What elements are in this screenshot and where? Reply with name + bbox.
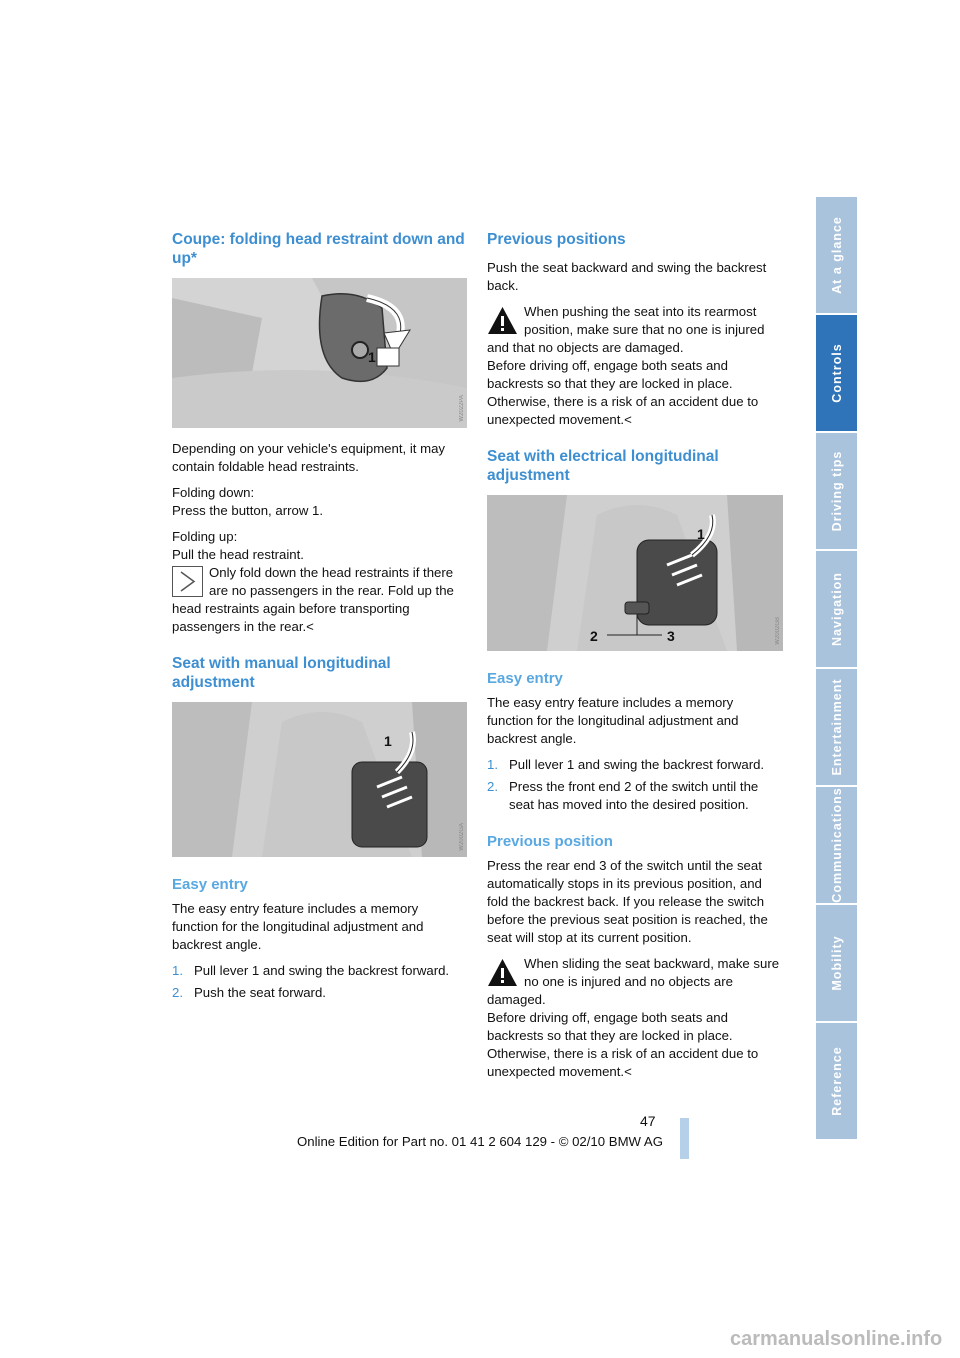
footer-text: Online Edition for Part no. 01 41 2 604 129 - © 02/10 BMW AG: [297, 1134, 663, 1149]
warning-sliding: When sliding the seat backward, make sure no one is injured and no objects are damaged. Before driving off, engage both seats and backrests so that they are locked in place. Otherwise, there is a risk of an accident due to unexpected movement.<: [487, 956, 780, 1079]
heading-easy-entry-left: Easy entry: [172, 876, 248, 893]
tab-controls[interactable]: Controls: [816, 315, 857, 433]
svg-text:1: 1: [368, 349, 376, 365]
warning-rearmost: When pushing the seat into its rearmost position, make sure that no one is injured and that no objects are damaged. Before driving off, engage both seats and backrests so that they are locked in place. Otherwise, there is a risk of an accident due to unexpected movement.<: [487, 304, 765, 427]
right-column: [487, 230, 783, 1089]
tab-driving-tips[interactable]: Driving tips: [816, 433, 857, 551]
svg-text:1: 1: [384, 733, 392, 749]
note-head-restraint: Only fold down the head restraints if there are no passengers in the rear. Fold up the head restraints again before transporting passengers in the rear.<: [172, 565, 454, 634]
folding-up: Folding up: Pull the head restraint.: [172, 529, 304, 562]
left-column: [172, 230, 467, 1010]
note-arrow-icon: [172, 566, 203, 597]
section-tabs: [816, 197, 857, 1141]
list-item: 2. Push the seat forward.: [172, 985, 326, 1000]
heading-manual: Seat with manual longitudinal adjustment: [172, 655, 391, 691]
svg-text:1: 1: [697, 526, 705, 542]
equipment-text: Depending on your vehicle's equipment, it may contain foldable head restraints.: [172, 441, 446, 474]
svg-text:2: 2: [590, 628, 598, 644]
easy-entry-text-left: The easy entry feature includes a memory function for the longitudinal adjustment and backrest angle.: [172, 901, 424, 952]
head-restraint-image: 1 W2022PA: [172, 278, 467, 428]
heading-electrical: Seat with electrical longitudinal adjustment: [487, 448, 719, 484]
watermark: carmanualsonline.info: [730, 1328, 943, 1350]
steps-right: [487, 756, 783, 814]
list-item: 1. Pull lever 1 and swing the backrest forward.: [487, 757, 765, 772]
heading-coupe: Coupe: folding head restraint down and up*: [172, 231, 465, 267]
tab-at-a-glance[interactable]: At a glance: [816, 197, 857, 315]
electrical-seat-image: 1 2 3 W2002GB: [487, 495, 783, 651]
manual-seat-image: 1 W2002GA: [172, 702, 467, 857]
tab-communications[interactable]: Communications: [816, 787, 857, 905]
heading-easy-entry-right: Easy entry: [487, 670, 563, 687]
previous-position-text: Press the rear end 3 of the switch until the seat automatically stops in its previous position, and fold the backrest back. If you release the switch before the previous seat position is reached, the seat will stop at its current position.: [487, 858, 768, 945]
tab-entertainment[interactable]: Entertainment: [816, 669, 857, 787]
easy-entry-text-right: The easy entry feature includes a memory function for the longitudinal adjustment and backrest angle.: [487, 695, 739, 746]
folding-down: Folding down: Press the button, arrow 1.: [172, 485, 323, 518]
warning-icon: [487, 305, 518, 336]
previous-positions-text: Push the seat backward and swing the backrest back.: [487, 260, 767, 293]
tab-reference[interactable]: Reference: [816, 1023, 857, 1141]
heading-previous-positions: Previous positions: [487, 231, 626, 248]
heading-previous-position: Previous position: [487, 833, 613, 850]
tab-navigation[interactable]: Navigation: [816, 551, 857, 669]
tab-mobility[interactable]: Mobility: [816, 905, 857, 1023]
page-number: 47: [640, 1113, 656, 1129]
steps-left: [172, 962, 467, 1002]
warning-icon: [487, 957, 518, 988]
svg-text:3: 3: [667, 628, 675, 644]
list-item: 2. Press the front end 2 of the switch until the seat has moved into the desired position.: [487, 779, 759, 812]
list-item: 1. Pull lever 1 and swing the backrest forward.: [172, 963, 450, 978]
